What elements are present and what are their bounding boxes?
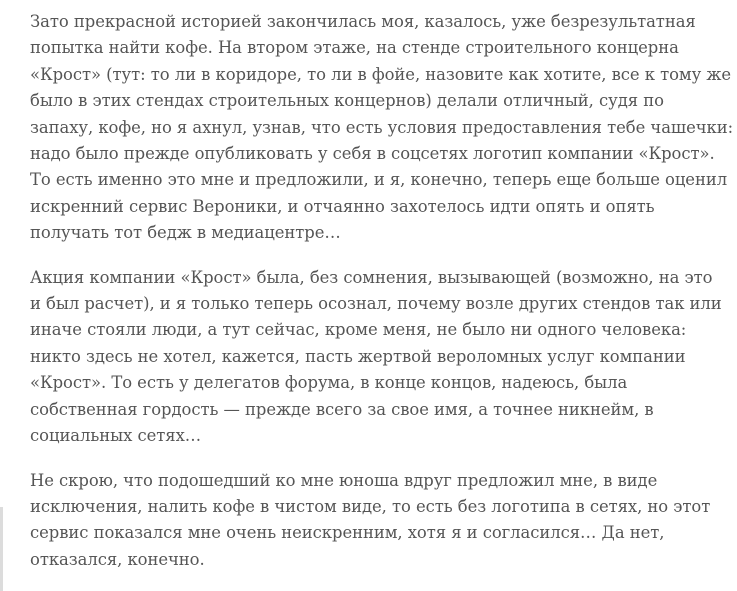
- text-line: социальных сетях…: [30, 426, 202, 446]
- text-line: Зато прекрасной историей закончилась моя, казалось, уже безрезультатная: [30, 12, 696, 31]
- text-line: надо было прежде опубликовать у себя в соцсетях логотип компании «Крост».: [30, 144, 715, 164]
- quote-rule: [0, 507, 3, 591]
- text-line: «Крост» (тут: то ли в коридоре, то ли в фойе, назовите как хотите, все к тому же: [30, 64, 732, 84]
- text-line: получать тот бедж в медиацентре…: [30, 223, 341, 243]
- text-line: искренний сервис Вероники, и отчаянно захотелось идти опять и опять: [30, 196, 655, 216]
- text-line: То есть именно это мне и предложили, и я, конечно, теперь еще больше оценил: [30, 170, 728, 190]
- text-line: «Крост». То есть у делегатов форума, в конце концов, надеюсь, была: [30, 373, 628, 393]
- text-line: иначе стояли люди, а тут сейчас, кроме меня, не было ни одного человека:: [30, 320, 687, 340]
- text-line: было в этих стендах строительных концернов) делали отличный, судя по: [30, 91, 664, 111]
- text-line: и был расчет), и я только теперь осознал, почему возле других стендов так или: [30, 294, 722, 314]
- paragraph-3: [30, 468, 729, 574]
- paragraph-1: [30, 9, 734, 247]
- paragraph-2: [30, 265, 729, 450]
- text-line: исключения, налить кофе в чистом виде, то есть без логотипа в сетях, но этот: [30, 496, 711, 516]
- text-line: отказался, конечно.: [30, 549, 205, 569]
- text-line: попытка найти кофе. На втором этаже, на стенде строительного концерна: [30, 38, 679, 58]
- text-line: запаху, кофе, но я ахнул, узнав, что есть условия предоставления тебе чашечки:: [30, 117, 734, 137]
- text-line: никто здесь не хотел, кажется, пасть жертвой вероломных услуг компании: [30, 346, 686, 366]
- text-line: сервис показался мне очень неискренним, хотя я и согласился… Да нет,: [30, 523, 665, 543]
- text-line: Акция компании «Крост» была, без сомнения, вызывающей (возможно, на это: [30, 267, 713, 287]
- text-line: Не скрою, что подошедший ко мне юноша вдруг предложил мне, в виде: [30, 470, 658, 490]
- text-line: собственная гордость — прежде всего за свое имя, а точнее никнейм, в: [30, 399, 654, 419]
